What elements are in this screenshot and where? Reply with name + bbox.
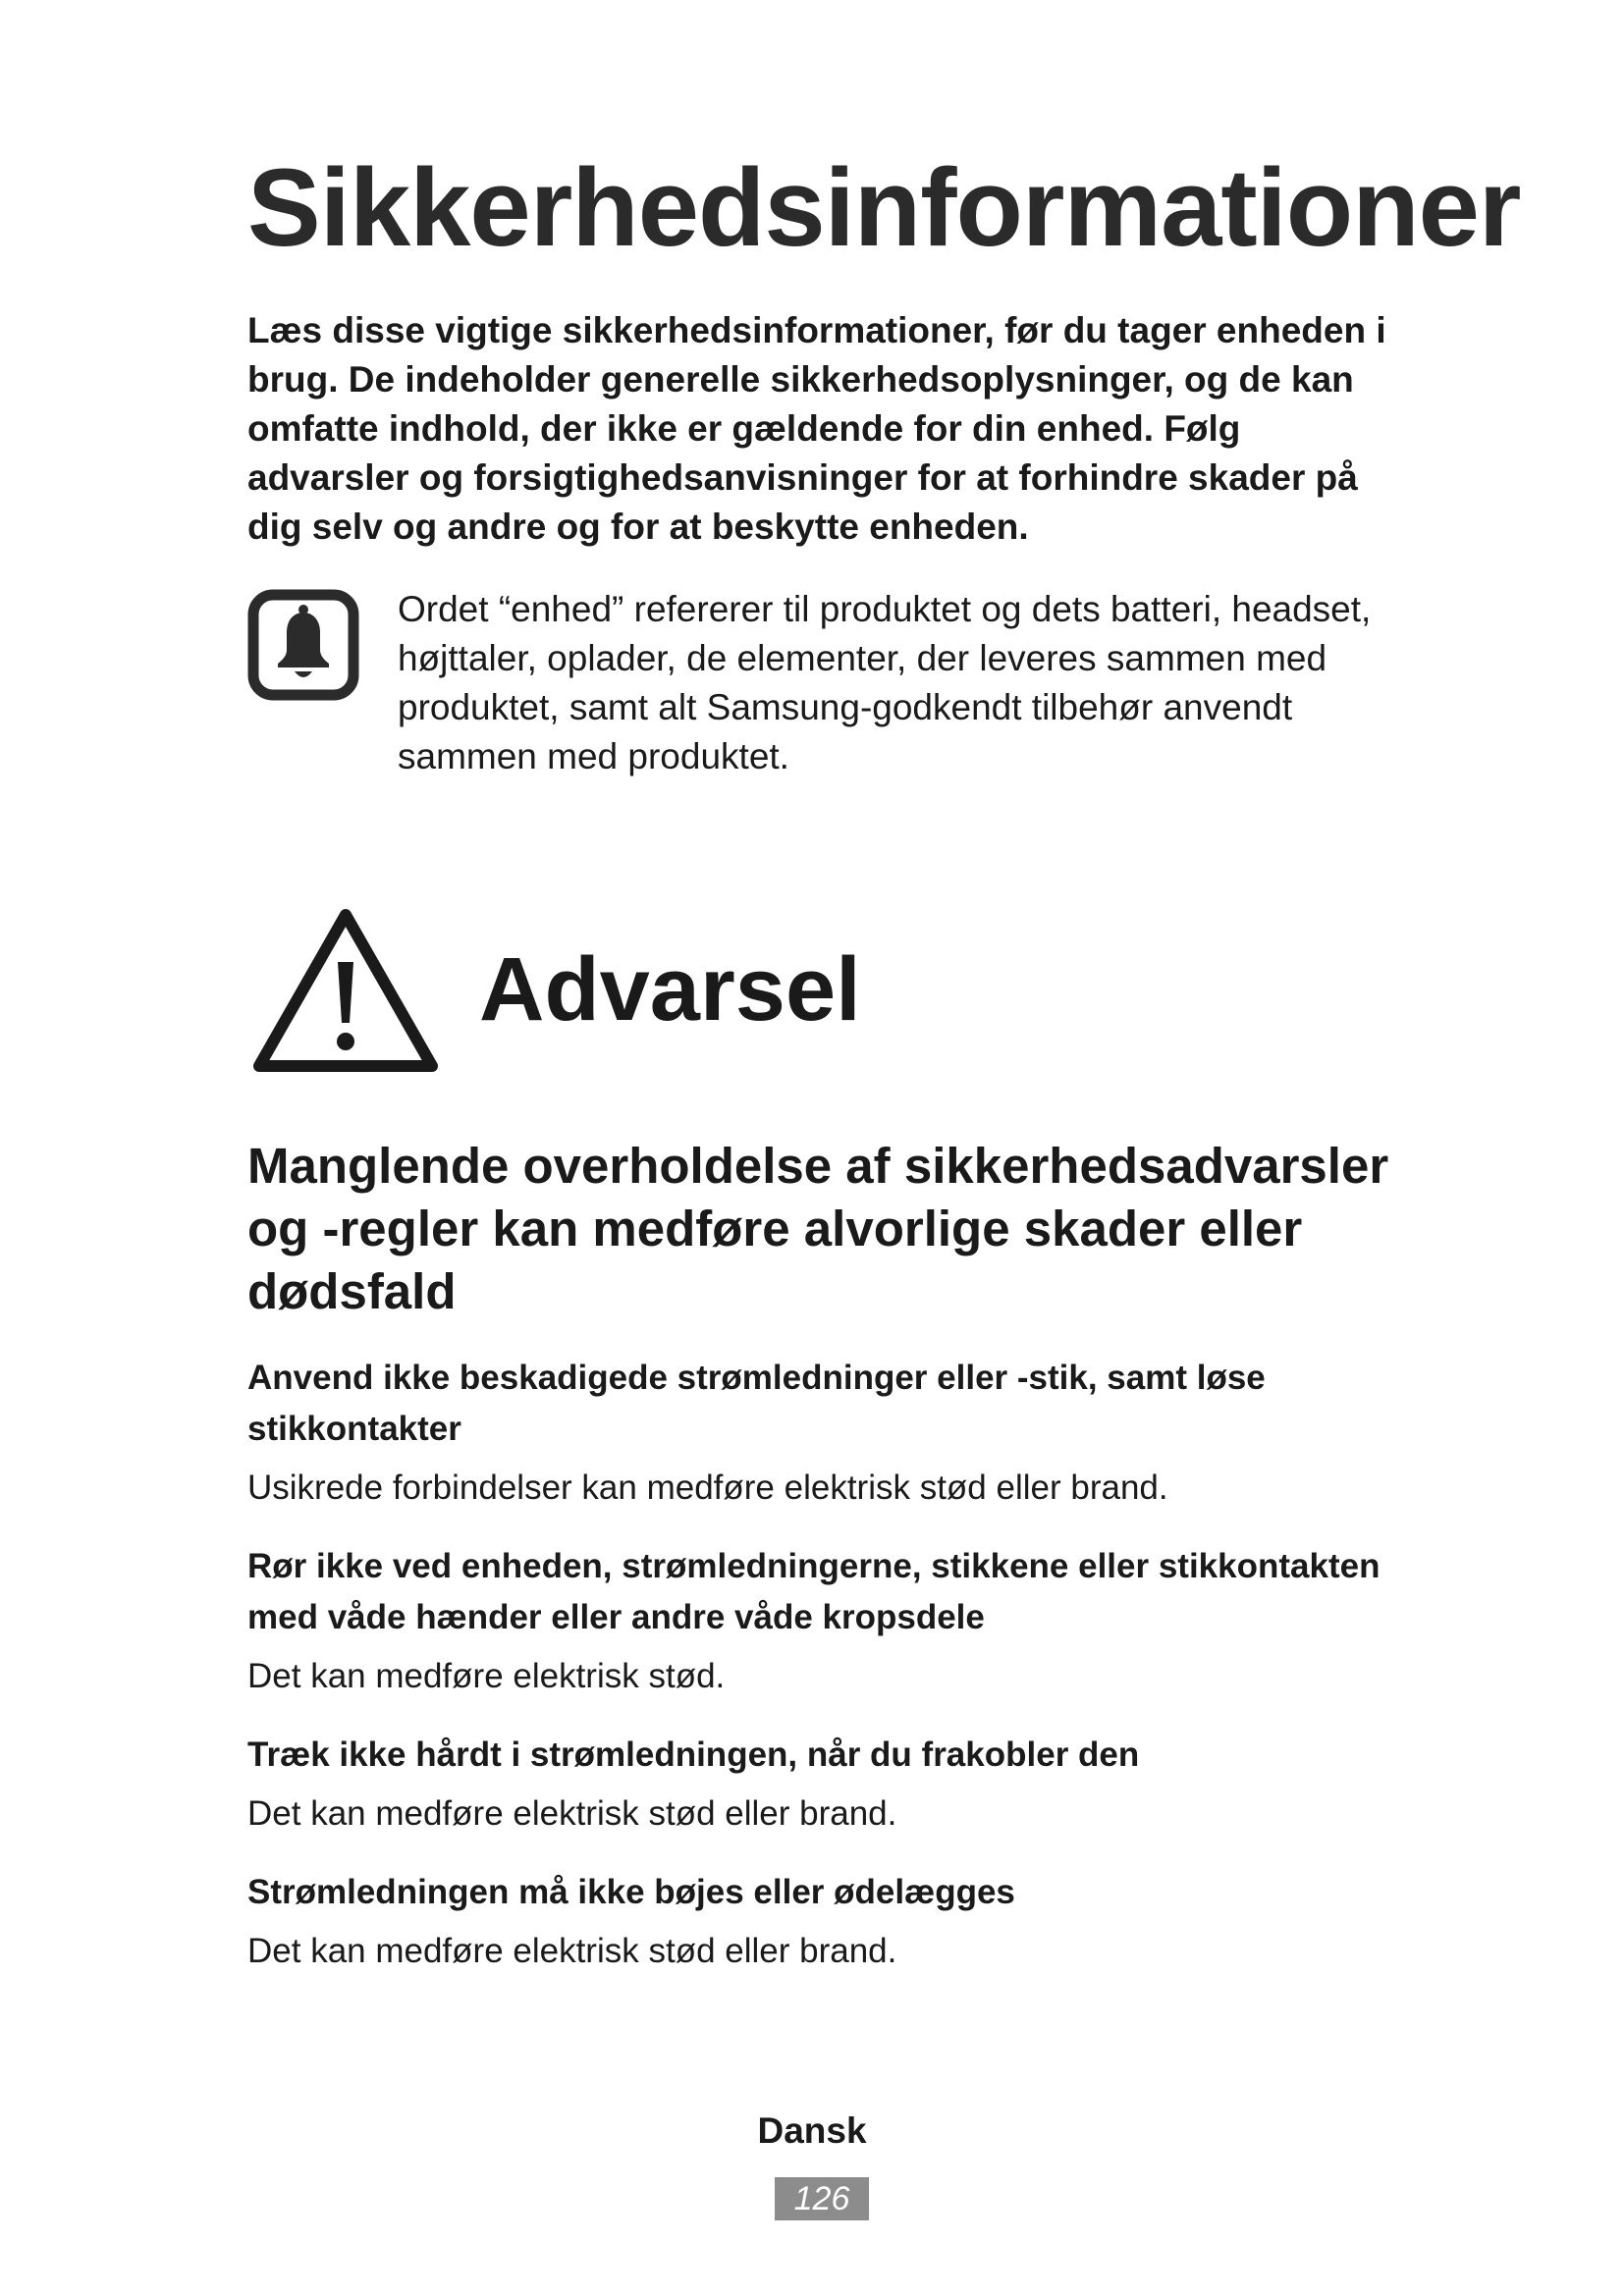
safety-item-body: Det kan medføre elektrisk stød eller brand. [247, 1932, 897, 1970]
section-heading: Manglende overholdelse af sikkerhedsadvarsler og -regler kan medføre alvorlige skader eller dødsfald [247, 1138, 1389, 1319]
safety-items [247, 1353, 1406, 2004]
page-number: 126 [775, 2177, 869, 2220]
safety-item-body: Det kan medføre elektrisk stød eller brand. [247, 1794, 897, 1833]
safety-item-title: Rør ikke ved enheden, strømledningerne, stikkene eller stikkontakten med våde hænder eller andre våde kropsdele [247, 1547, 1380, 1636]
warning-triangle-icon [247, 901, 444, 1078]
safety-item-title: Anvend ikke beskadigede strømledninger eller -stik, samt løse stikkontakter [247, 1359, 1266, 1448]
safety-item [247, 1353, 1406, 1514]
safety-item-body: Det kan medføre elektrisk stød. [247, 1657, 726, 1695]
safety-item [247, 1541, 1406, 1702]
safety-item-title: Træk ikke hårdt i strømledningen, når du frakobler den [247, 1735, 1140, 1774]
safety-item [247, 1730, 1406, 1840]
footer-language: Dansk [757, 2110, 867, 2151]
safety-item [247, 1867, 1406, 1977]
note-text: Ordet “enhed” refererer til produktet og dets batteri, headset, højttaler, oplader, de elementer, der leveres sammen med produktet, samt alt Samsung-godkendt tilbehør anvendt sammen med produktet. [398, 589, 1372, 776]
warning-heading: Advarsel [479, 939, 861, 1040]
safety-item-body: Usikrede forbindelser kan medføre elektrisk stød eller brand. [247, 1468, 1168, 1507]
bell-note-icon [247, 589, 359, 701]
intro-paragraph: Læs disse vigtige sikkerhedsinformationer, før du tager enheden i brug. De indeholder generelle sikkerhedsoplysninger, og de kan omfatte indhold, der ikke er gældende for din enhed. Følg advarsler og forsigtighedsanvisninger for at forhindre skader på dig selv og andre og for at beskytte enheden. [247, 310, 1386, 547]
page-title: Sikkerhedsinformationer [247, 146, 1521, 269]
safety-item-title: Strømledningen må ikke bøjes eller ødelægges [247, 1873, 1015, 1911]
